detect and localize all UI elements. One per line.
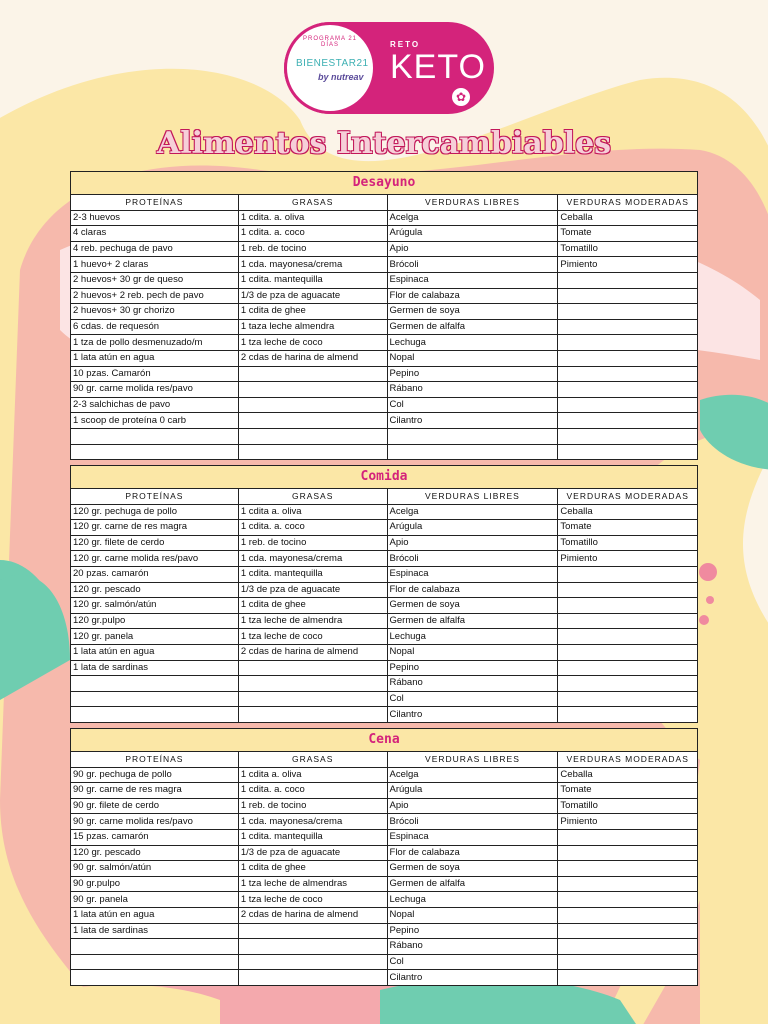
- table-row: [71, 582, 698, 598]
- table-row: [71, 428, 698, 444]
- table-cell: 1 tza leche de coco: [238, 892, 387, 908]
- table-cell: Pimiento: [558, 257, 698, 273]
- table-cell: 1 cdita. a. oliva: [238, 210, 387, 226]
- table-cell: Flor de calabaza: [387, 288, 558, 304]
- table-cell: [558, 613, 698, 629]
- table-row: [71, 551, 698, 567]
- table-cell: Brócoli: [387, 257, 558, 273]
- column-header: PROTEÍNAS: [71, 195, 239, 211]
- desayuno-table: [70, 171, 698, 460]
- comida-table: [70, 465, 698, 723]
- table-cell: [558, 350, 698, 366]
- table-cell: Arúgula: [387, 226, 558, 242]
- table-cell: Germen de alfalfa: [387, 319, 558, 335]
- table-row: [71, 444, 698, 460]
- table-row: [71, 923, 698, 939]
- table-cell: 6 cdas. de requesón: [71, 319, 239, 335]
- table-cell: Rábano: [387, 382, 558, 398]
- logo-program-text: PROGRAMA 21 DÍAS: [302, 36, 357, 48]
- table-cell: Col: [387, 397, 558, 413]
- column-header: VERDURAS LIBRES: [387, 752, 558, 768]
- table-cell: Rábano: [387, 676, 558, 692]
- table-cell: Col: [387, 954, 558, 970]
- column-header: VERDURAS MODERADAS: [558, 752, 698, 768]
- table-cell: [558, 829, 698, 845]
- table-cell: [71, 954, 239, 970]
- table-row: [71, 382, 698, 398]
- table-cell: 1 taza leche almendra: [238, 319, 387, 335]
- table-cell: Arúgula: [387, 520, 558, 536]
- table-cell: [558, 413, 698, 429]
- table-cell: 2 cdas de harina de almend: [238, 644, 387, 660]
- table-cell: [387, 428, 558, 444]
- column-header: VERDURAS LIBRES: [387, 195, 558, 211]
- table-row: [71, 241, 698, 257]
- table-cell: [558, 876, 698, 892]
- table-cell: Nopal: [387, 644, 558, 660]
- table-cell: Acelga: [387, 767, 558, 783]
- column-header: GRASAS: [238, 752, 387, 768]
- table-cell: Lechuga: [387, 629, 558, 645]
- table-cell: [71, 676, 239, 692]
- table-cell: [238, 939, 387, 955]
- table-cell: 1 tza leche de almendras: [238, 876, 387, 892]
- table-row: [71, 272, 698, 288]
- table-row: [71, 210, 698, 226]
- table-cell: [558, 428, 698, 444]
- table-cell: Apio: [387, 535, 558, 551]
- column-header: PROTEÍNAS: [71, 752, 239, 768]
- table-cell: [71, 970, 239, 986]
- table-cell: 20 pzas. camarón: [71, 566, 239, 582]
- table-cell: 1 reb. de tocino: [238, 798, 387, 814]
- table-cell: 1 reb. de tocino: [238, 535, 387, 551]
- table-cell: [558, 382, 698, 398]
- table-cell: Flor de calabaza: [387, 845, 558, 861]
- table-cell: Ceballa: [558, 210, 698, 226]
- table-row: [71, 613, 698, 629]
- table-row: [71, 366, 698, 382]
- table-cell: [238, 382, 387, 398]
- table-cell: [558, 582, 698, 598]
- column-header: VERDURAS MODERADAS: [558, 195, 698, 211]
- table-cell: 120 gr. panela: [71, 629, 239, 645]
- table-row: [71, 767, 698, 783]
- table-cell: Pepino: [387, 660, 558, 676]
- table-cell: Germen de soya: [387, 861, 558, 877]
- table-row: [71, 798, 698, 814]
- table-row: [71, 829, 698, 845]
- table-row: [71, 861, 698, 877]
- table-row: [71, 335, 698, 351]
- table-cell: 1 huevo+ 2 claras: [71, 257, 239, 273]
- table-cell: 2 huevos+ 30 gr chorizo: [71, 304, 239, 320]
- table-cell: 1 cdita de ghee: [238, 304, 387, 320]
- table-cell: [558, 923, 698, 939]
- table-cell: [387, 444, 558, 460]
- table-cell: [558, 566, 698, 582]
- table-cell: 1 tza leche de coco: [238, 335, 387, 351]
- table-cell: Lechuga: [387, 335, 558, 351]
- table-cell: Cilantro: [387, 970, 558, 986]
- table-row: [71, 644, 698, 660]
- table-cell: [238, 444, 387, 460]
- table-cell: [558, 598, 698, 614]
- table-cell: [238, 366, 387, 382]
- table-cell: Pepino: [387, 366, 558, 382]
- table-row: [71, 350, 698, 366]
- table-cell: Espinaca: [387, 566, 558, 582]
- table-cell: 4 claras: [71, 226, 239, 242]
- table-cell: 90 gr. panela: [71, 892, 239, 908]
- table-cell: Tomatillo: [558, 535, 698, 551]
- table-cell: [71, 428, 239, 444]
- table-cell: [558, 397, 698, 413]
- table-cell: 1 cdita a. oliva: [238, 767, 387, 783]
- table-cell: [558, 366, 698, 382]
- table-cell: [558, 629, 698, 645]
- table-cell: [558, 272, 698, 288]
- table-cell: Ceballa: [558, 767, 698, 783]
- table-row: [71, 397, 698, 413]
- table-cell: [238, 413, 387, 429]
- table-cell: [238, 676, 387, 692]
- table-cell: Rábano: [387, 939, 558, 955]
- table-cell: 120 gr. filete de cerdo: [71, 535, 239, 551]
- table-cell: [238, 954, 387, 970]
- table-row: [71, 598, 698, 614]
- table-cell: [558, 954, 698, 970]
- table-cell: 2 huevos+ 30 gr de queso: [71, 272, 239, 288]
- table-cell: Germen de alfalfa: [387, 613, 558, 629]
- column-header: PROTEÍNAS: [71, 489, 239, 505]
- table-row: [71, 413, 698, 429]
- table-row: [71, 257, 698, 273]
- table-row: [71, 288, 698, 304]
- meal-title: Desayuno: [71, 172, 698, 195]
- table-cell: 1/3 de pza de aguacate: [238, 288, 387, 304]
- table-cell: 2 huevos+ 2 reb. pech de pavo: [71, 288, 239, 304]
- table-cell: [71, 444, 239, 460]
- table-row: [71, 954, 698, 970]
- table-cell: Pepino: [387, 923, 558, 939]
- table-cell: [71, 691, 239, 707]
- table-cell: [558, 660, 698, 676]
- table-cell: Flor de calabaza: [387, 582, 558, 598]
- table-cell: Tomate: [558, 783, 698, 799]
- column-header: GRASAS: [238, 489, 387, 505]
- table-cell: Germen de alfalfa: [387, 876, 558, 892]
- table-cell: [558, 644, 698, 660]
- logo-by: by nutreav: [318, 72, 364, 82]
- table-cell: Pimiento: [558, 551, 698, 567]
- table-row: [71, 845, 698, 861]
- table-cell: Espinaca: [387, 272, 558, 288]
- cena-table: [70, 728, 698, 986]
- table-cell: 1 cda. mayonesa/crema: [238, 257, 387, 273]
- logo-keto: KETO: [390, 48, 486, 86]
- table-cell: 15 pzas. camarón: [71, 829, 239, 845]
- table-cell: [238, 397, 387, 413]
- table-row: [71, 226, 698, 242]
- table-row: [71, 970, 698, 986]
- table-cell: Tomate: [558, 226, 698, 242]
- table-row: [71, 691, 698, 707]
- table-cell: Brócoli: [387, 551, 558, 567]
- table-cell: [558, 939, 698, 955]
- table-row: [71, 504, 698, 520]
- table-cell: 4 reb. pechuga de pavo: [71, 241, 239, 257]
- table-cell: 1 lata de sardinas: [71, 660, 239, 676]
- table-row: [71, 319, 698, 335]
- table-cell: Germen de soya: [387, 598, 558, 614]
- page-title: Alimentos Intercambiables: [156, 126, 612, 161]
- table-cell: [238, 428, 387, 444]
- table-cell: 1 cdita. mantequilla: [238, 566, 387, 582]
- table-row: [71, 676, 698, 692]
- table-cell: 2 cdas de harina de almend: [238, 907, 387, 923]
- table-cell: [558, 970, 698, 986]
- leaf-icon: ✿: [452, 88, 470, 106]
- table-row: [71, 892, 698, 908]
- table-cell: [238, 691, 387, 707]
- table-row: [71, 783, 698, 799]
- table-cell: 2-3 salchichas de pavo: [71, 397, 239, 413]
- table-cell: [558, 691, 698, 707]
- table-cell: [238, 660, 387, 676]
- table-row: [71, 939, 698, 955]
- table-cell: 120 gr. carne de res magra: [71, 520, 239, 536]
- table-cell: 1 lata atún en agua: [71, 644, 239, 660]
- column-header: GRASAS: [238, 195, 387, 211]
- table-cell: 120 gr. salmón/atún: [71, 598, 239, 614]
- table-cell: [558, 335, 698, 351]
- table-cell: 2-3 huevos: [71, 210, 239, 226]
- table-cell: [558, 861, 698, 877]
- meal-title: Cena: [71, 729, 698, 752]
- table-cell: 1 lata atún en agua: [71, 350, 239, 366]
- table-cell: [238, 923, 387, 939]
- table-cell: 1 tza leche de coco: [238, 629, 387, 645]
- table-cell: Apio: [387, 241, 558, 257]
- table-cell: [558, 319, 698, 335]
- table-cell: 1 tza de pollo desmenuzado/m: [71, 335, 239, 351]
- table-cell: Acelga: [387, 210, 558, 226]
- table-row: [71, 629, 698, 645]
- table-cell: [558, 444, 698, 460]
- table-cell: 1 cdita. mantequilla: [238, 272, 387, 288]
- table-cell: 90 gr.pulpo: [71, 876, 239, 892]
- table-cell: Tomatillo: [558, 241, 698, 257]
- table-cell: Lechuga: [387, 892, 558, 908]
- table-cell: Col: [387, 691, 558, 707]
- table-cell: 1/3 de pza de aguacate: [238, 845, 387, 861]
- table-cell: 120 gr. pescado: [71, 845, 239, 861]
- table-cell: [558, 288, 698, 304]
- table-row: [71, 876, 698, 892]
- table-cell: Nopal: [387, 907, 558, 923]
- table-cell: 1 cda. mayonesa/crema: [238, 551, 387, 567]
- table-cell: 1 cdita de ghee: [238, 598, 387, 614]
- table-cell: 120 gr.pulpo: [71, 613, 239, 629]
- table-row: [71, 707, 698, 723]
- table-cell: Arúgula: [387, 783, 558, 799]
- table-cell: 1 lata atún en agua: [71, 907, 239, 923]
- table-cell: Cilantro: [387, 413, 558, 429]
- table-cell: Espinaca: [387, 829, 558, 845]
- table-cell: [558, 892, 698, 908]
- table-cell: 10 pzas. Camarón: [71, 366, 239, 382]
- table-cell: 1 cdita. a. coco: [238, 226, 387, 242]
- table-cell: 1 cdita a. oliva: [238, 504, 387, 520]
- table-cell: 90 gr. pechuga de pollo: [71, 767, 239, 783]
- table-cell: Apio: [387, 798, 558, 814]
- table-cell: [71, 939, 239, 955]
- table-cell: [558, 707, 698, 723]
- table-cell: 1 cdita. mantequilla: [238, 829, 387, 845]
- table-cell: 1 cdita. a. coco: [238, 520, 387, 536]
- table-row: [71, 520, 698, 536]
- table-cell: 1/3 de pza de aguacate: [238, 582, 387, 598]
- table-cell: [238, 970, 387, 986]
- table-row: [71, 304, 698, 320]
- logo-reto: RETO: [390, 40, 421, 49]
- meal-title: Comida: [71, 466, 698, 489]
- table-cell: 120 gr. pechuga de pollo: [71, 504, 239, 520]
- table-cell: [558, 907, 698, 923]
- table-cell: 1 lata de sardinas: [71, 923, 239, 939]
- column-header: VERDURAS LIBRES: [387, 489, 558, 505]
- table-cell: 1 cdita. a. coco: [238, 783, 387, 799]
- table-cell: Brócoli: [387, 814, 558, 830]
- table-cell: Cilantro: [387, 707, 558, 723]
- table-cell: Nopal: [387, 350, 558, 366]
- table-row: [71, 566, 698, 582]
- table-cell: 90 gr. carne molida res/pavo: [71, 382, 239, 398]
- table-cell: Ceballa: [558, 504, 698, 520]
- table-row: [71, 907, 698, 923]
- table-cell: 90 gr. carne molida res/pavo: [71, 814, 239, 830]
- table-cell: [558, 304, 698, 320]
- table-cell: Acelga: [387, 504, 558, 520]
- table-cell: Tomate: [558, 520, 698, 536]
- table-cell: Tomatillo: [558, 798, 698, 814]
- table-cell: [558, 845, 698, 861]
- table-cell: 120 gr. pescado: [71, 582, 239, 598]
- table-cell: 1 cda. mayonesa/crema: [238, 814, 387, 830]
- table-cell: 90 gr. salmón/atún: [71, 861, 239, 877]
- table-cell: 2 cdas de harina de almend: [238, 350, 387, 366]
- table-row: [71, 660, 698, 676]
- table-cell: 1 cdita de ghee: [238, 861, 387, 877]
- table-cell: Germen de soya: [387, 304, 558, 320]
- column-header: VERDURAS MODERADAS: [558, 489, 698, 505]
- table-cell: Pimiento: [558, 814, 698, 830]
- table-cell: 90 gr. carne de res magra: [71, 783, 239, 799]
- table-cell: 1 reb. de tocino: [238, 241, 387, 257]
- table-row: [71, 814, 698, 830]
- table-row: [71, 535, 698, 551]
- table-cell: [71, 707, 239, 723]
- table-cell: 1 tza leche de almendra: [238, 613, 387, 629]
- table-cell: 90 gr. filete de cerdo: [71, 798, 239, 814]
- table-cell: 1 scoop de proteína 0 carb: [71, 413, 239, 429]
- table-cell: [558, 676, 698, 692]
- table-cell: [238, 707, 387, 723]
- logo-brand: BIENESTAR21: [296, 58, 369, 69]
- table-cell: 120 gr. carne molida res/pavo: [71, 551, 239, 567]
